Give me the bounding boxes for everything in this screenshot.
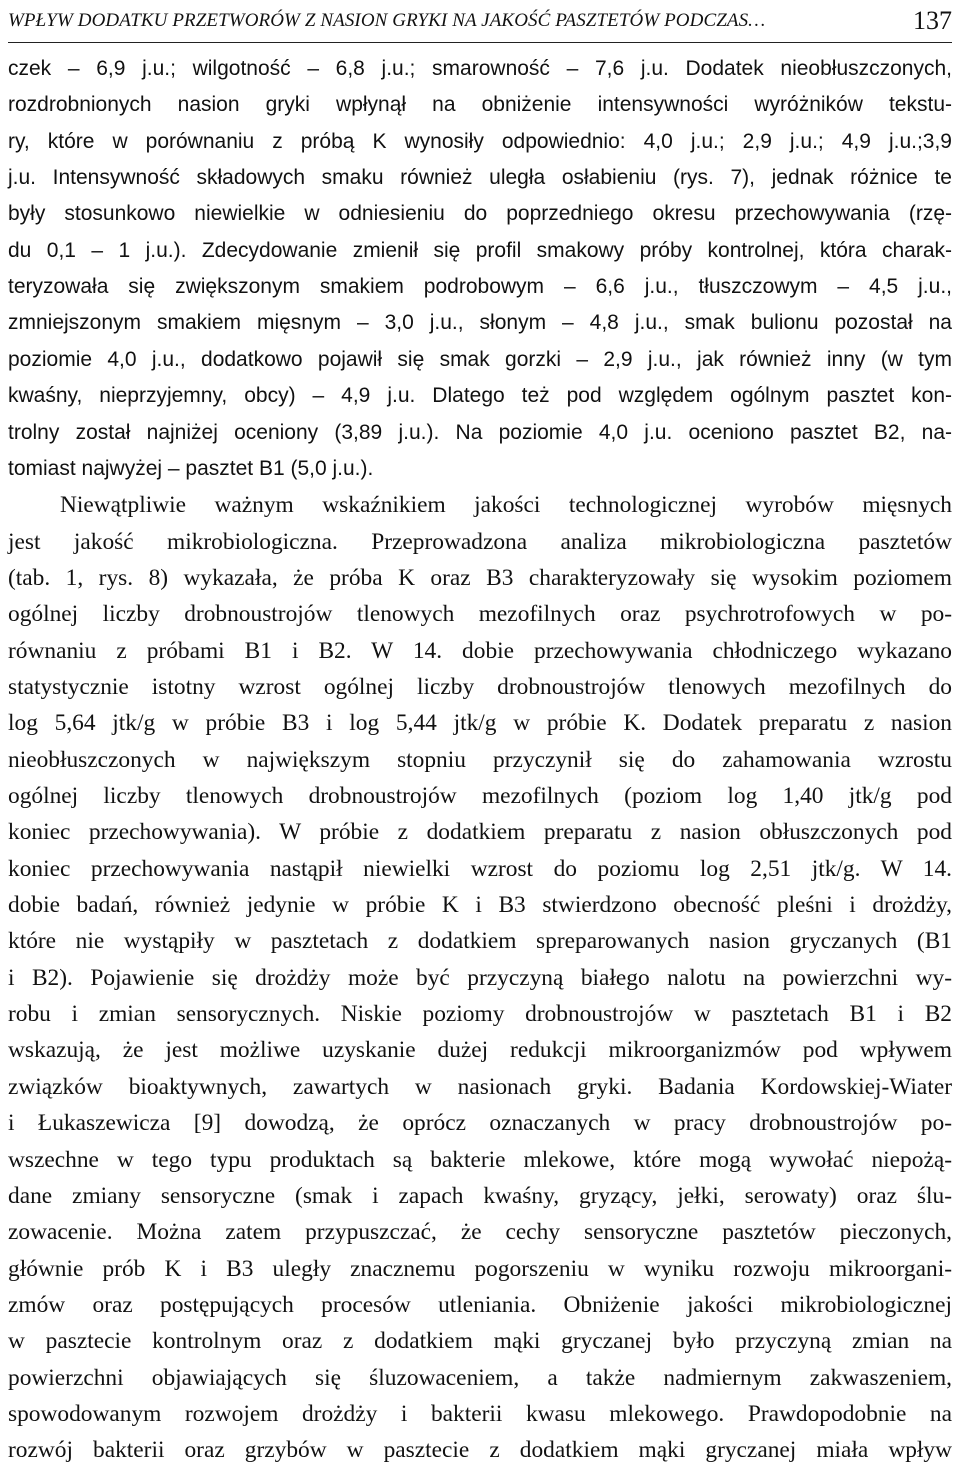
- text-line: wskazują, że jest możliwe uzyskanie dużej redukcji mikroorganizmów pod wpływem: [8, 1037, 952, 1064]
- text-line: czek – 6,9 j.u.; wilgotność – 6,8 j.u.; smarowność – 7,6 j.u. Dodatek nieobłuszczonych,: [8, 57, 952, 80]
- text-line: koniec przechowywania nastąpił niewielki wzrost do poziomu log 2,51 jtk/g. W 14.: [8, 855, 952, 882]
- text-line: ry, które w porównaniu z próbą K wynosiły odpowiednio: 4,0 j.u.; 2,9 j.u.; 4,9 j.u.;3,9: [8, 129, 952, 153]
- text-line: jest jakość mikrobiologiczna. Przeprowadzona analiza mikrobiologiczna pasztetów: [8, 528, 952, 555]
- text-line: j.u. Intensywność składowych smaku również uległa osłabieniu (rys. 7), jednak różnice te: [8, 166, 952, 190]
- text-line: były stosunkowo niewielkie w odniesieniu do poprzedniego okresu przechowywania (rzę-: [8, 202, 952, 226]
- text-line: ogólnej liczby tlenowych drobnoustrojów mezofilnych (poziom log 1,40 jtk/g pod: [8, 783, 952, 809]
- text-line: zowacenie. Można zatem przypuszczać, że cechy sensoryczne pasztetów pieczonych,: [8, 1219, 952, 1246]
- text-line: poziomie 4,0 j.u., dodatkowo pojawił się smak gorzki – 2,9 j.u., jak również inny (w tym: [8, 347, 952, 371]
- text-line: nieobłuszczonych w największym stopniu przyczynił się do zahamowania wzrostu: [8, 746, 952, 773]
- text-line: zmniejszonym smakiem mięsnym – 3,0 j.u., słonym – 4,8 j.u., smak bulionu pozostał na: [8, 311, 952, 335]
- text-line: i Łukaszewicza [9] dowodzą, że oprócz oznaczanych w pracy drobnoustrojów po-: [8, 1110, 952, 1137]
- text-line: wszechne w tego typu produktach są bakterie mlekowe, które mogą wywołać niepożą-: [8, 1146, 952, 1173]
- running-header-title: WPŁYW DODATKU PRZETWORÓW Z NASION GRYKI NA JAKOŚĆ PASZTETÓW PODCZAS…: [8, 10, 766, 31]
- text-line: dane zmiany sensoryczne (smak i zapach kwaśny, gryzący, jełki, serowaty) oraz ślu-: [8, 1182, 952, 1209]
- text-line: tomiast najwyżej – pasztet B1 (5,0 j.u.).: [8, 456, 374, 480]
- text-line: Niewątpliwie ważnym wskaźnikiem jakości technologicznej wyrobów mięsnych: [60, 492, 952, 519]
- running-header: [8, 8, 952, 38]
- header-divider: [8, 42, 952, 43]
- text-line: teryzowała się zwiększonym smakiem podrobowym – 6,6 j.u., tłuszczowym – 4,5 j.u.,: [8, 275, 952, 299]
- text-line: rozdrobnionych nasion gryki wpłynął na obniżenie intensywności wyróżników tekstu-: [8, 93, 952, 117]
- text-line: związków bioaktywnych, zawartych w nasionach gryki. Badania Kordowskiej-Wiater: [8, 1073, 952, 1100]
- text-line: i B2). Pojawienie się drożdży może być przyczyną białego nalotu na powierzchni wy-: [8, 964, 952, 991]
- text-line: które nie wystąpiły w pasztetach z dodatkiem spreparowanych nasion gryczanych (B1: [8, 928, 952, 955]
- text-line: (tab. 1, rys. 8) wykazała, że próba K oraz B3 charakteryzowały się wysokim poziomem: [8, 564, 952, 591]
- text-line: rozwój bakterii oraz grzybów w pasztecie z dodatkiem mąki gryczanej miała wpływ: [8, 1437, 952, 1464]
- text-line: statystycznie istotny wzrost ogólnej liczby drobnoustrojów tlenowych mezofilnych do: [8, 673, 952, 700]
- text-line: w pasztecie kontrolnym oraz z dodatkiem mąki gryczanej było przyczyną zmian na: [8, 1328, 952, 1355]
- text-line: robu i zmian sensorycznych. Niskie poziomy drobnoustrojów w pasztetach B1 i B2: [8, 1001, 952, 1028]
- text-line: koniec przechowywania). W próbie z dodatkiem preparatu z nasion obłuszczonych pod: [8, 819, 952, 846]
- text-line: kwaśny, nieprzyjemny, obcy) – 4,9 j.u. Dlatego też pod względem ogólnym pasztet kon-: [8, 384, 952, 408]
- text-line: spowodowanym rozwojem drożdży i bakterii kwasu mlekowego. Prawdopodobnie na: [8, 1400, 952, 1427]
- page-number: 137: [913, 6, 952, 35]
- text-line: głównie prób K i B3 uległy znacznemu pogorszeniu w wyniku rozwoju mikroorgani-: [8, 1255, 952, 1282]
- text-line: du 0,1 – 1 j.u.). Zdecydowanie zmienił się profil smakowy próby kontrolnej, która charak-: [8, 238, 952, 262]
- text-line: powierzchni objawiających się śluzowaceniem, a także nadmiernym zakwaszeniem,: [8, 1364, 952, 1391]
- text-line: dobie badań, również jedynie w próbie K i B3 stwierdzono obecność pleśni i drożdży,: [8, 892, 952, 919]
- text-line: ogólnej liczby drobnoustrojów tlenowych mezofilnych oraz psychrotrofowych w po-: [8, 601, 952, 628]
- text-line: zmów oraz postępujących procesów utleniania. Obniżenie jakości mikrobiologicznej: [8, 1291, 952, 1318]
- text-line: trolny został najniżej oceniony (3,89 j.u.). Na poziomie 4,0 j.u. oceniono pasztet B2, na-: [8, 420, 952, 444]
- text-line: log 5,64 jtk/g w próbie B3 i log 5,44 jtk/g w próbie K. Dodatek preparatu z nasion: [8, 710, 952, 737]
- text-line: równaniu z próbami B1 i B2. W 14. dobie przechowywania chłodniczego wykazano: [8, 637, 952, 664]
